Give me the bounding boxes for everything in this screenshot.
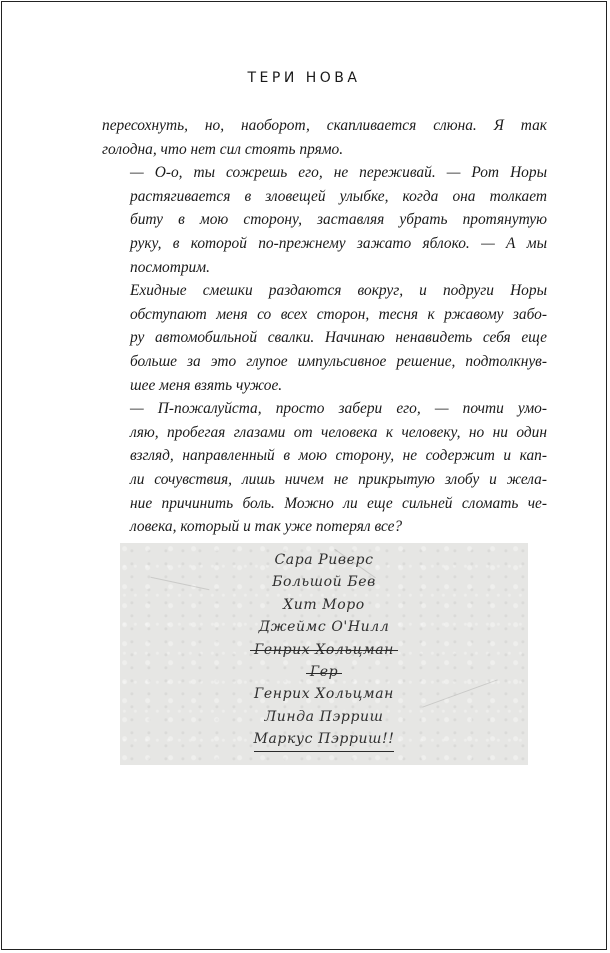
text-line: ли сочувствия, лишь ничем не прикрытую злобу и жела- <box>130 470 547 488</box>
note-entry-text: Сара Риверс <box>274 552 374 568</box>
note-entry-text: Генрих Хольцман <box>254 686 394 703</box>
text-line: руку, в которой по-прежнему зажато яблоко. — А мы <box>130 234 547 252</box>
note-entry <box>120 594 528 616</box>
text-line: ловека, который и так уже потерял все? <box>130 518 403 536</box>
text-line: растягивается в зловещей улыбке, когда она толкает <box>130 187 547 205</box>
body-text <box>102 114 547 562</box>
note-entry <box>120 549 528 571</box>
text-line: голодна, что нет сил стоять прямо. <box>102 140 344 158</box>
text-line: — О-о, ты сожрешь его, не переживай. — Рот Норы <box>130 164 547 182</box>
note-entry-text: Большой Бев <box>272 574 376 591</box>
note-name-list <box>120 549 528 751</box>
text-line: обступают меня со всех сторон, тесня к ржавому забо- <box>130 305 547 323</box>
text-line: ляю, пробегая глазами от человека к человеку, но ни один <box>130 423 547 441</box>
paragraph <box>102 161 547 279</box>
text-line: шее меня взять чужое. <box>130 376 283 394</box>
handwritten-note <box>120 543 528 765</box>
note-entry-text: Хит Моро <box>283 596 365 613</box>
note-entry <box>120 616 528 638</box>
note-entry-text: Генрих Хольцман <box>254 639 394 661</box>
note-entry-text: Джеймс О'Нилл <box>258 619 390 636</box>
text-line: — П-пожалуйста, просто забери его, — почти умо- <box>130 400 547 418</box>
running-head-author: ТЕРИ НОВА <box>247 70 361 86</box>
note-entry-text: Гер <box>310 661 338 683</box>
note-entry-text: Линда Пэрриш <box>264 708 384 725</box>
note-entry <box>120 706 528 728</box>
text-line: биту в мою сторону, заставляя убрать протянутую <box>130 211 547 229</box>
paragraph <box>102 114 547 161</box>
note-entry <box>120 661 528 683</box>
paragraph <box>102 279 547 397</box>
text-line: взгляд, направленный в мою сторону, не содержит и кап- <box>130 447 547 465</box>
text-line: пересохнуть, но, наоборот, скапливается слюна. Я так <box>102 117 547 134</box>
note-entry <box>120 728 528 750</box>
text-line: посмотрим. <box>130 258 210 276</box>
paragraph <box>102 397 547 539</box>
text-line: ру автомобильной свалки. Начинаю ненавидеть себя еще <box>130 329 547 347</box>
note-entry-text: Маркус Пэрриш!! <box>254 728 395 751</box>
text-line: больше за это глупое импульсивное решение, подтолкнув- <box>130 352 547 370</box>
book-page <box>1 1 607 950</box>
text-line: Ехидные смешки раздаются вокруг, и подруги Норы <box>130 282 547 300</box>
note-entry <box>120 571 528 593</box>
note-entry <box>120 683 528 705</box>
note-entry <box>120 639 528 661</box>
text-line: ние причинить боль. Можно ли еще сильней сломать че- <box>130 494 547 512</box>
